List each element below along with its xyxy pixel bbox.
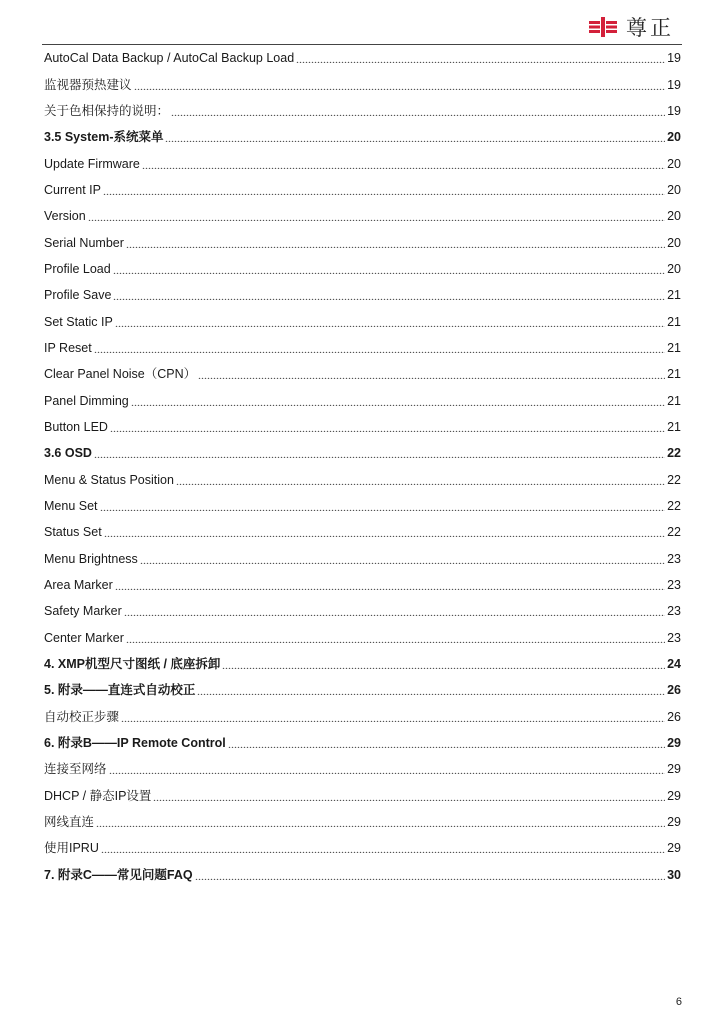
toc-dot-leader	[198, 369, 665, 379]
toc-entry[interactable]	[44, 835, 681, 861]
toc-entry-page: 21	[667, 367, 681, 382]
toc-entry-title: 连接至网络	[44, 762, 107, 777]
toc-entry-page: 24	[667, 657, 681, 672]
toc-dot-leader	[113, 290, 665, 300]
page-number: 6	[675, 996, 682, 1008]
toc-entry[interactable]	[44, 98, 681, 124]
toc-entry[interactable]	[44, 572, 681, 598]
toc-entry[interactable]	[44, 150, 681, 176]
toc-entry-page: 22	[667, 525, 681, 540]
toc-dot-leader	[121, 712, 665, 722]
toc-entry-page: 21	[667, 288, 681, 303]
toc-entry-title: Clear Panel Noise（CPN）	[44, 367, 197, 382]
toc-entry-title: 3.5 System-系统菜单	[44, 130, 164, 145]
toc-section-entry[interactable]	[44, 440, 681, 466]
toc-entry[interactable]	[44, 177, 681, 203]
toc-dot-leader	[103, 185, 665, 195]
brand-text: 尊正	[626, 16, 674, 40]
brand-mark-shape	[589, 17, 617, 37]
toc-entry-page: 20	[667, 209, 681, 224]
toc-entry-title: 监视器预热建议	[44, 77, 132, 92]
toc-dot-leader	[153, 791, 665, 801]
toc-section-entry[interactable]	[44, 651, 681, 677]
toc-entry[interactable]	[44, 308, 681, 334]
toc-entry-page: 21	[667, 314, 681, 329]
toc-dot-leader	[96, 817, 665, 827]
toc-entry-page: 21	[667, 340, 681, 355]
toc-entry[interactable]	[44, 467, 681, 493]
toc-entry[interactable]	[44, 625, 681, 651]
toc-entry-title: 使用IPRU	[44, 841, 99, 856]
toc-entry[interactable]	[44, 71, 681, 97]
toc-entry-title: Set Static IP	[44, 314, 113, 329]
toc-entry[interactable]	[44, 783, 681, 809]
toc-entry-title: DHCP / 静态IP设置	[44, 788, 152, 803]
toc-entry[interactable]	[44, 45, 681, 71]
brand-logo	[588, 14, 674, 40]
toc-entry-title: Button LED	[44, 419, 108, 434]
toc-entry-page: 19	[667, 103, 681, 118]
toc-dot-leader	[126, 238, 665, 248]
toc-entry-page: 29	[667, 788, 681, 803]
toc-entry-title: Update Firmware	[44, 156, 140, 171]
toc-dot-leader	[101, 843, 665, 853]
toc-entry[interactable]	[44, 519, 681, 545]
toc-dot-leader	[131, 396, 665, 406]
toc-entry-title: Menu & Status Position	[44, 472, 174, 487]
toc-entry-title: 6. 附录B——IP Remote Control	[44, 736, 226, 751]
toc-entry-title: Profile Load	[44, 261, 111, 276]
toc-entry-title: 关于色相保持的说明：	[44, 103, 170, 118]
toc-entry-title: 4. XMP机型尺寸图纸 / 底座拆卸	[44, 657, 221, 672]
toc-entry[interactable]	[44, 598, 681, 624]
toc-entry-page: 19	[667, 51, 681, 66]
toc-dot-leader	[228, 738, 665, 748]
toc-entry-page: 20	[667, 130, 681, 145]
toc-entry[interactable]	[44, 229, 681, 255]
toc-dot-leader	[104, 527, 665, 537]
toc-entry-title: Version	[44, 209, 86, 224]
toc-entry[interactable]	[44, 203, 681, 229]
toc-entry-page: 20	[667, 156, 681, 171]
toc-entry-title: Menu Brightness	[44, 551, 138, 566]
table-of-contents	[44, 45, 681, 888]
toc-entry-title: Current IP	[44, 182, 101, 197]
toc-entry[interactable]	[44, 335, 681, 361]
toc-entry-title: Menu Set	[44, 499, 98, 514]
toc-entry-page: 23	[667, 604, 681, 619]
toc-entry-page: 20	[667, 261, 681, 276]
toc-dot-leader	[94, 448, 665, 458]
toc-entry[interactable]	[44, 493, 681, 519]
toc-entry-title: Profile Save	[44, 288, 112, 303]
toc-entry-title: Center Marker	[44, 630, 124, 645]
toc-entry[interactable]	[44, 414, 681, 440]
toc-entry-title: Serial Number	[44, 235, 124, 250]
toc-entry-page: 21	[667, 419, 681, 434]
toc-entry-title: Panel Dimming	[44, 393, 129, 408]
toc-entry-title: 7. 附录C——常见问题FAQ	[44, 867, 193, 882]
toc-dot-leader	[142, 159, 665, 169]
toc-entry[interactable]	[44, 387, 681, 413]
toc-entry-page: 22	[667, 499, 681, 514]
toc-entry-title: 3.6 OSD	[44, 446, 92, 461]
toc-dot-leader	[140, 554, 665, 564]
toc-entry-title: IP Reset	[44, 340, 92, 355]
toc-dot-leader	[115, 580, 665, 590]
toc-entry[interactable]	[44, 809, 681, 835]
brand-mark-icon	[588, 16, 618, 38]
toc-entry-page: 29	[667, 736, 681, 751]
toc-entry-page: 23	[667, 630, 681, 645]
toc-dot-leader	[115, 317, 665, 327]
toc-entry[interactable]	[44, 546, 681, 572]
toc-entry-title: AutoCal Data Backup / AutoCal Backup Load	[44, 51, 295, 66]
toc-entry-page: 29	[667, 762, 681, 777]
toc-dot-leader	[197, 685, 665, 695]
toc-entry-page: 30	[667, 867, 681, 882]
toc-entry-page: 29	[667, 815, 681, 830]
toc-entry[interactable]	[44, 282, 681, 308]
toc-entry-page: 20	[667, 182, 681, 197]
toc-entry-title: Safety Marker	[44, 604, 122, 619]
toc-dot-leader	[195, 870, 665, 880]
toc-dot-leader	[176, 475, 665, 485]
toc-dot-leader	[124, 606, 665, 616]
toc-entry[interactable]	[44, 704, 681, 730]
toc-dot-leader	[110, 422, 665, 432]
toc-entry-title: 自动校正步骤	[44, 709, 120, 724]
toc-dot-leader	[126, 633, 665, 643]
toc-entry-page: 29	[667, 841, 681, 856]
toc-section-entry[interactable]	[44, 677, 681, 703]
toc-dot-leader	[296, 53, 665, 63]
toc-entry-page: 23	[667, 551, 681, 566]
toc-dot-leader	[94, 343, 665, 353]
toc-entry[interactable]	[44, 756, 681, 782]
toc-entry-page: 26	[667, 709, 681, 724]
toc-entry-page: 22	[667, 472, 681, 487]
toc-section-entry[interactable]	[44, 862, 681, 888]
toc-section-entry[interactable]	[44, 730, 681, 756]
toc-dot-leader	[222, 659, 665, 669]
toc-entry[interactable]	[44, 361, 681, 387]
toc-dot-leader	[171, 106, 665, 116]
toc-dot-leader	[100, 501, 665, 511]
toc-entry-page: 26	[667, 683, 681, 698]
toc-entry-page: 19	[667, 77, 681, 92]
toc-dot-leader	[113, 264, 665, 274]
toc-entry-title: Status Set	[44, 525, 102, 540]
toc-entry-title: 5. 附录——直连式自动校正	[44, 683, 196, 698]
toc-section-entry[interactable]	[44, 124, 681, 150]
toc-dot-leader	[109, 764, 665, 774]
toc-entry-page: 22	[667, 446, 681, 461]
toc-entry-page: 20	[667, 235, 681, 250]
toc-entry-page: 23	[667, 578, 681, 593]
toc-entry-page: 21	[667, 393, 681, 408]
toc-entry-title: 网线直连	[44, 815, 95, 830]
toc-dot-leader	[134, 80, 665, 90]
toc-dot-leader	[165, 132, 665, 142]
page-header	[42, 8, 682, 45]
toc-dot-leader	[88, 211, 665, 221]
toc-entry-title: Area Marker	[44, 578, 113, 593]
toc-entry[interactable]	[44, 256, 681, 282]
